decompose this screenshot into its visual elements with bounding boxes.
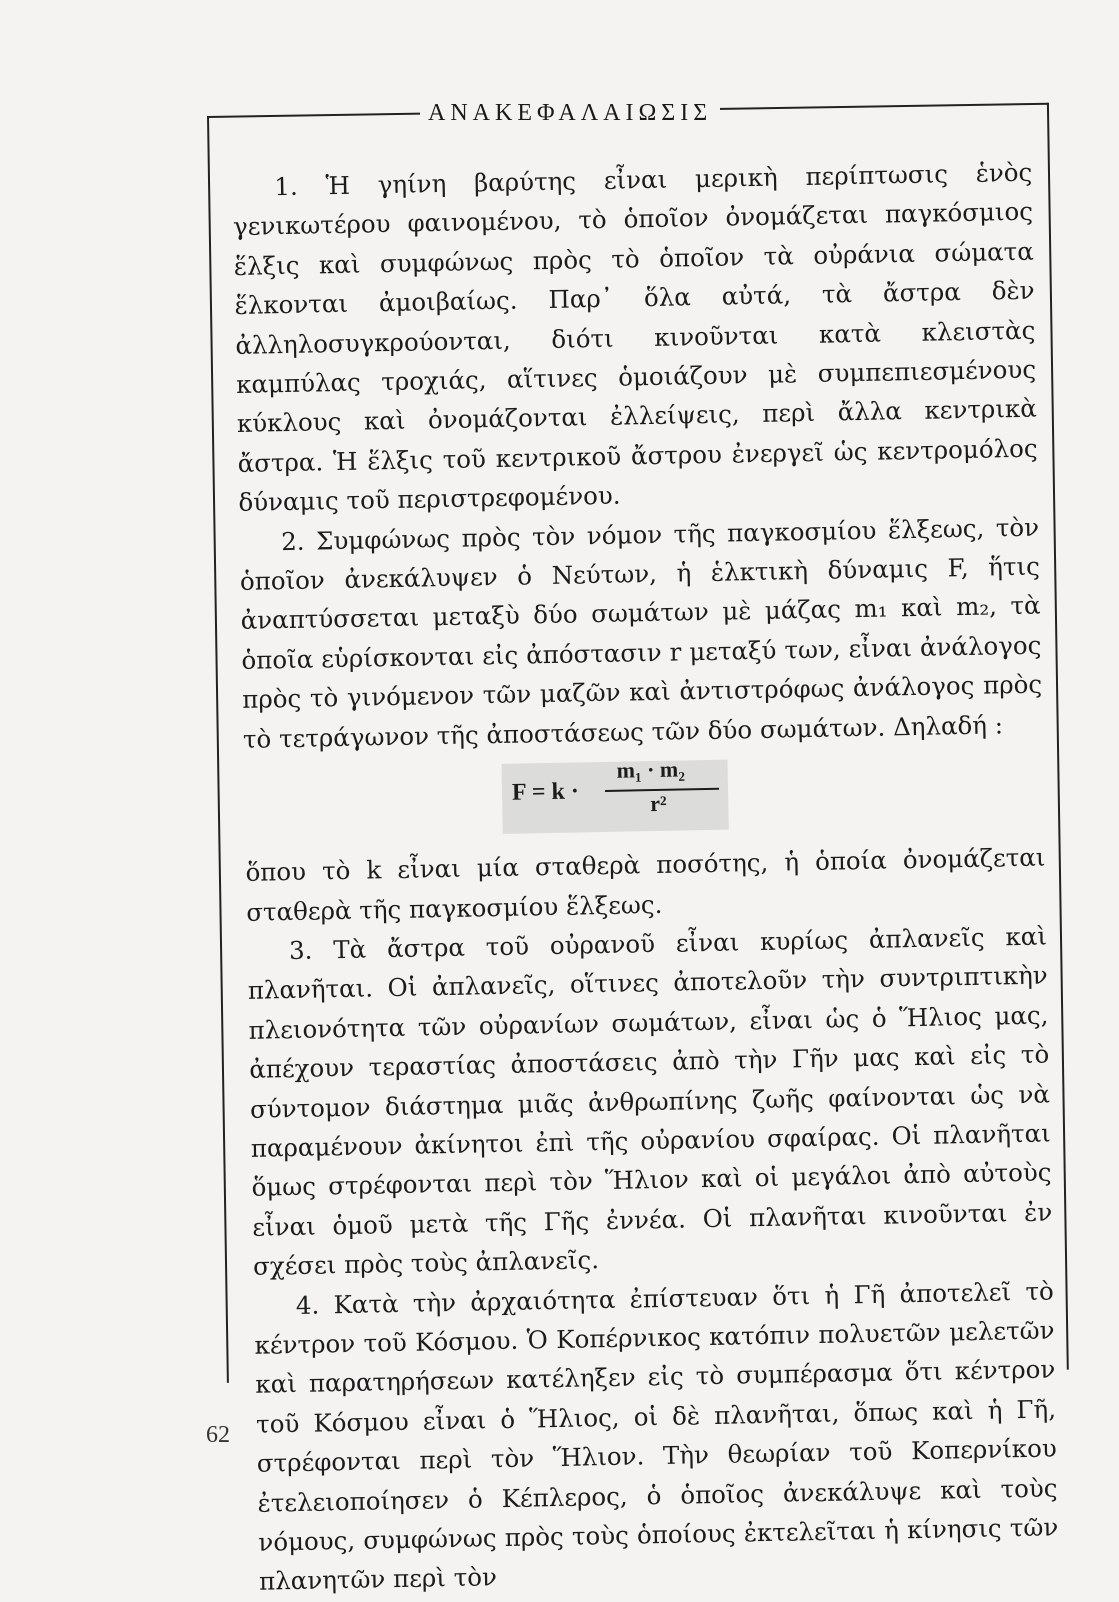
summary-content [232, 153, 1059, 1602]
section-title: ΑΝΑΚΕΦΑΛΑΙΩΣΙΣ [420, 100, 720, 127]
paragraph-3: 3. Τὰ ἄστρα τοῦ οὐρανοῦ εἶναι κυρίως ἀπλανεῖς καὶ πλανῆται. Οἱ ἀπλανεῖς, οἵτινες ἀποτελοῦν τὴν συντριπτικὴν πλειονότητα τῶν οὐρανίων σωμάτων, εἶναι ὡς ὁ Ἥλιος μας, ἀπέχουν τεραστίας ἀποστάσεις ἀπὸ τὴν Γῆν μας καὶ εἰς τὸ σύντομον διάστημα μιᾶς ἀνθρωπίνης ζωῆς φαίνονται ὡς νὰ παραμένουν ἀκίνητοι ἐπὶ τῆς οὐρανίου σφαίρας. Οἱ πλανῆται ὅμως στρέφονται περὶ τὸν Ἥλιον καὶ οἱ μεγάλοι ἀπὸ αὐτοὺς εἶναι ὁμοῦ μετὰ τῆς Γῆς ἐννέα. Οἱ πλανῆται κινοῦνται ἐν σχέσει πρὸς τοὺς ἀπλανεῖς. [247, 921, 1053, 1281]
paragraph-1: 1. Ἡ γηίνη βαρύτης εἶναι μερικὴ περίπτωσις ἑνὸς γενικωτέρου φαινομένου, τὸ ὁποῖον ὀνομάζεται παγκόσμιος ἕλξις καὶ συμφώνως πρὸς τὸ ὁποῖον τὰ οὐράνια σώματα ἕλκονται ἀμοιβαίως. Παρ᾿ ὅλα αὐτά, τὰ ἄστρα δὲν ἀλληλοσυγκρούονται, διότι κινοῦνται κατὰ κλειστὰς καμπύλας τροχιάς, αἵτινες ὁμοιάζουν μὲ συμπεπιεσμένους κύκλους καὶ ὀνομάζονται ἐλλείψεις, περὶ ἄλλα κεντρικὰ ἄστρα. Ἡ ἕλξις τοῦ κεντρικοῦ ἄστρου ἐνεργεῖ ὡς κεντρομόλος δύναμις τοῦ περιστρεφομένου. [232, 157, 1038, 518]
paragraph-2: 2. Συμφώνως πρὸς τὸν νόμον τῆς παγκοσμίου ἕλξεως, τὸν ὁποῖον ἀνεκάλυψεν ὁ Νεύτων, ἡ ἑλκτικὴ δύναμις F, ἥτις ἀναπτύσσεται μεταξὺ δύο σωμάτων μὲ μάζας m₁ καὶ m₂, τὰ ὁποῖα εὑρίσκονται εἰς ἀπόστασιν r μεταξύ των, εἶναι ἀνάλογος πρὸς τὸ γινόμενον τῶν μαζῶν καὶ ἀντιστρόφως ἀνάλογος πρὸς τὸ τετράγωνον τῆς ἀποστάσεως τῶν δύο σωμάτων. Δηλαδή : [239, 512, 1043, 754]
paragraph-4: 4. Κατὰ τὴν ἀρχαιότητα ἐπίστευαν ὅτι ἡ Γῆ ἀποτελεῖ τὸ κέντρον τοῦ Κόσμου. Ὁ Κοπέρνικος κατόπιν πολυετῶν μελετῶν καὶ παρατηρήσεων κατέληξεν εἰς τὸ συμπέρασμα ὅτι κέντρον τοῦ Κόσμου εἶναι ὁ Ἥλιος, οἱ δὲ πλανῆται, ὅπως καὶ ἡ Γῆ, στρέφονται περὶ τὸν Ἥλιον. Τὴν θεωρίαν τοῦ Κοπερνίκου ἐτελειοποίησεν ὁ Κέπλερος, ὁ ὁποῖος ἀνεκάλυψε καὶ τοὺς νόμους, συμφώνως πρὸς τοὺς ὁποίους ἐκτελεῖται ἡ κίνησις τῶν πλανητῶν περὶ τὸν [254, 1275, 1059, 1597]
paragraph-2-continued: ὅπου τὸ k εἶναι μία σταθερὰ ποσότης, ἡ ὁποία ὀνομάζεται σταθερὰ τῆς παγκοσμίου ἕλξεως. [245, 842, 1046, 927]
formula-denominator: r² [650, 790, 667, 817]
page-number: 62 [206, 1422, 230, 1448]
formula-numerator: m₁ · m₂ [616, 756, 686, 783]
gravitation-formula [501, 756, 728, 834]
formula-lhs: F = k · [511, 778, 580, 806]
